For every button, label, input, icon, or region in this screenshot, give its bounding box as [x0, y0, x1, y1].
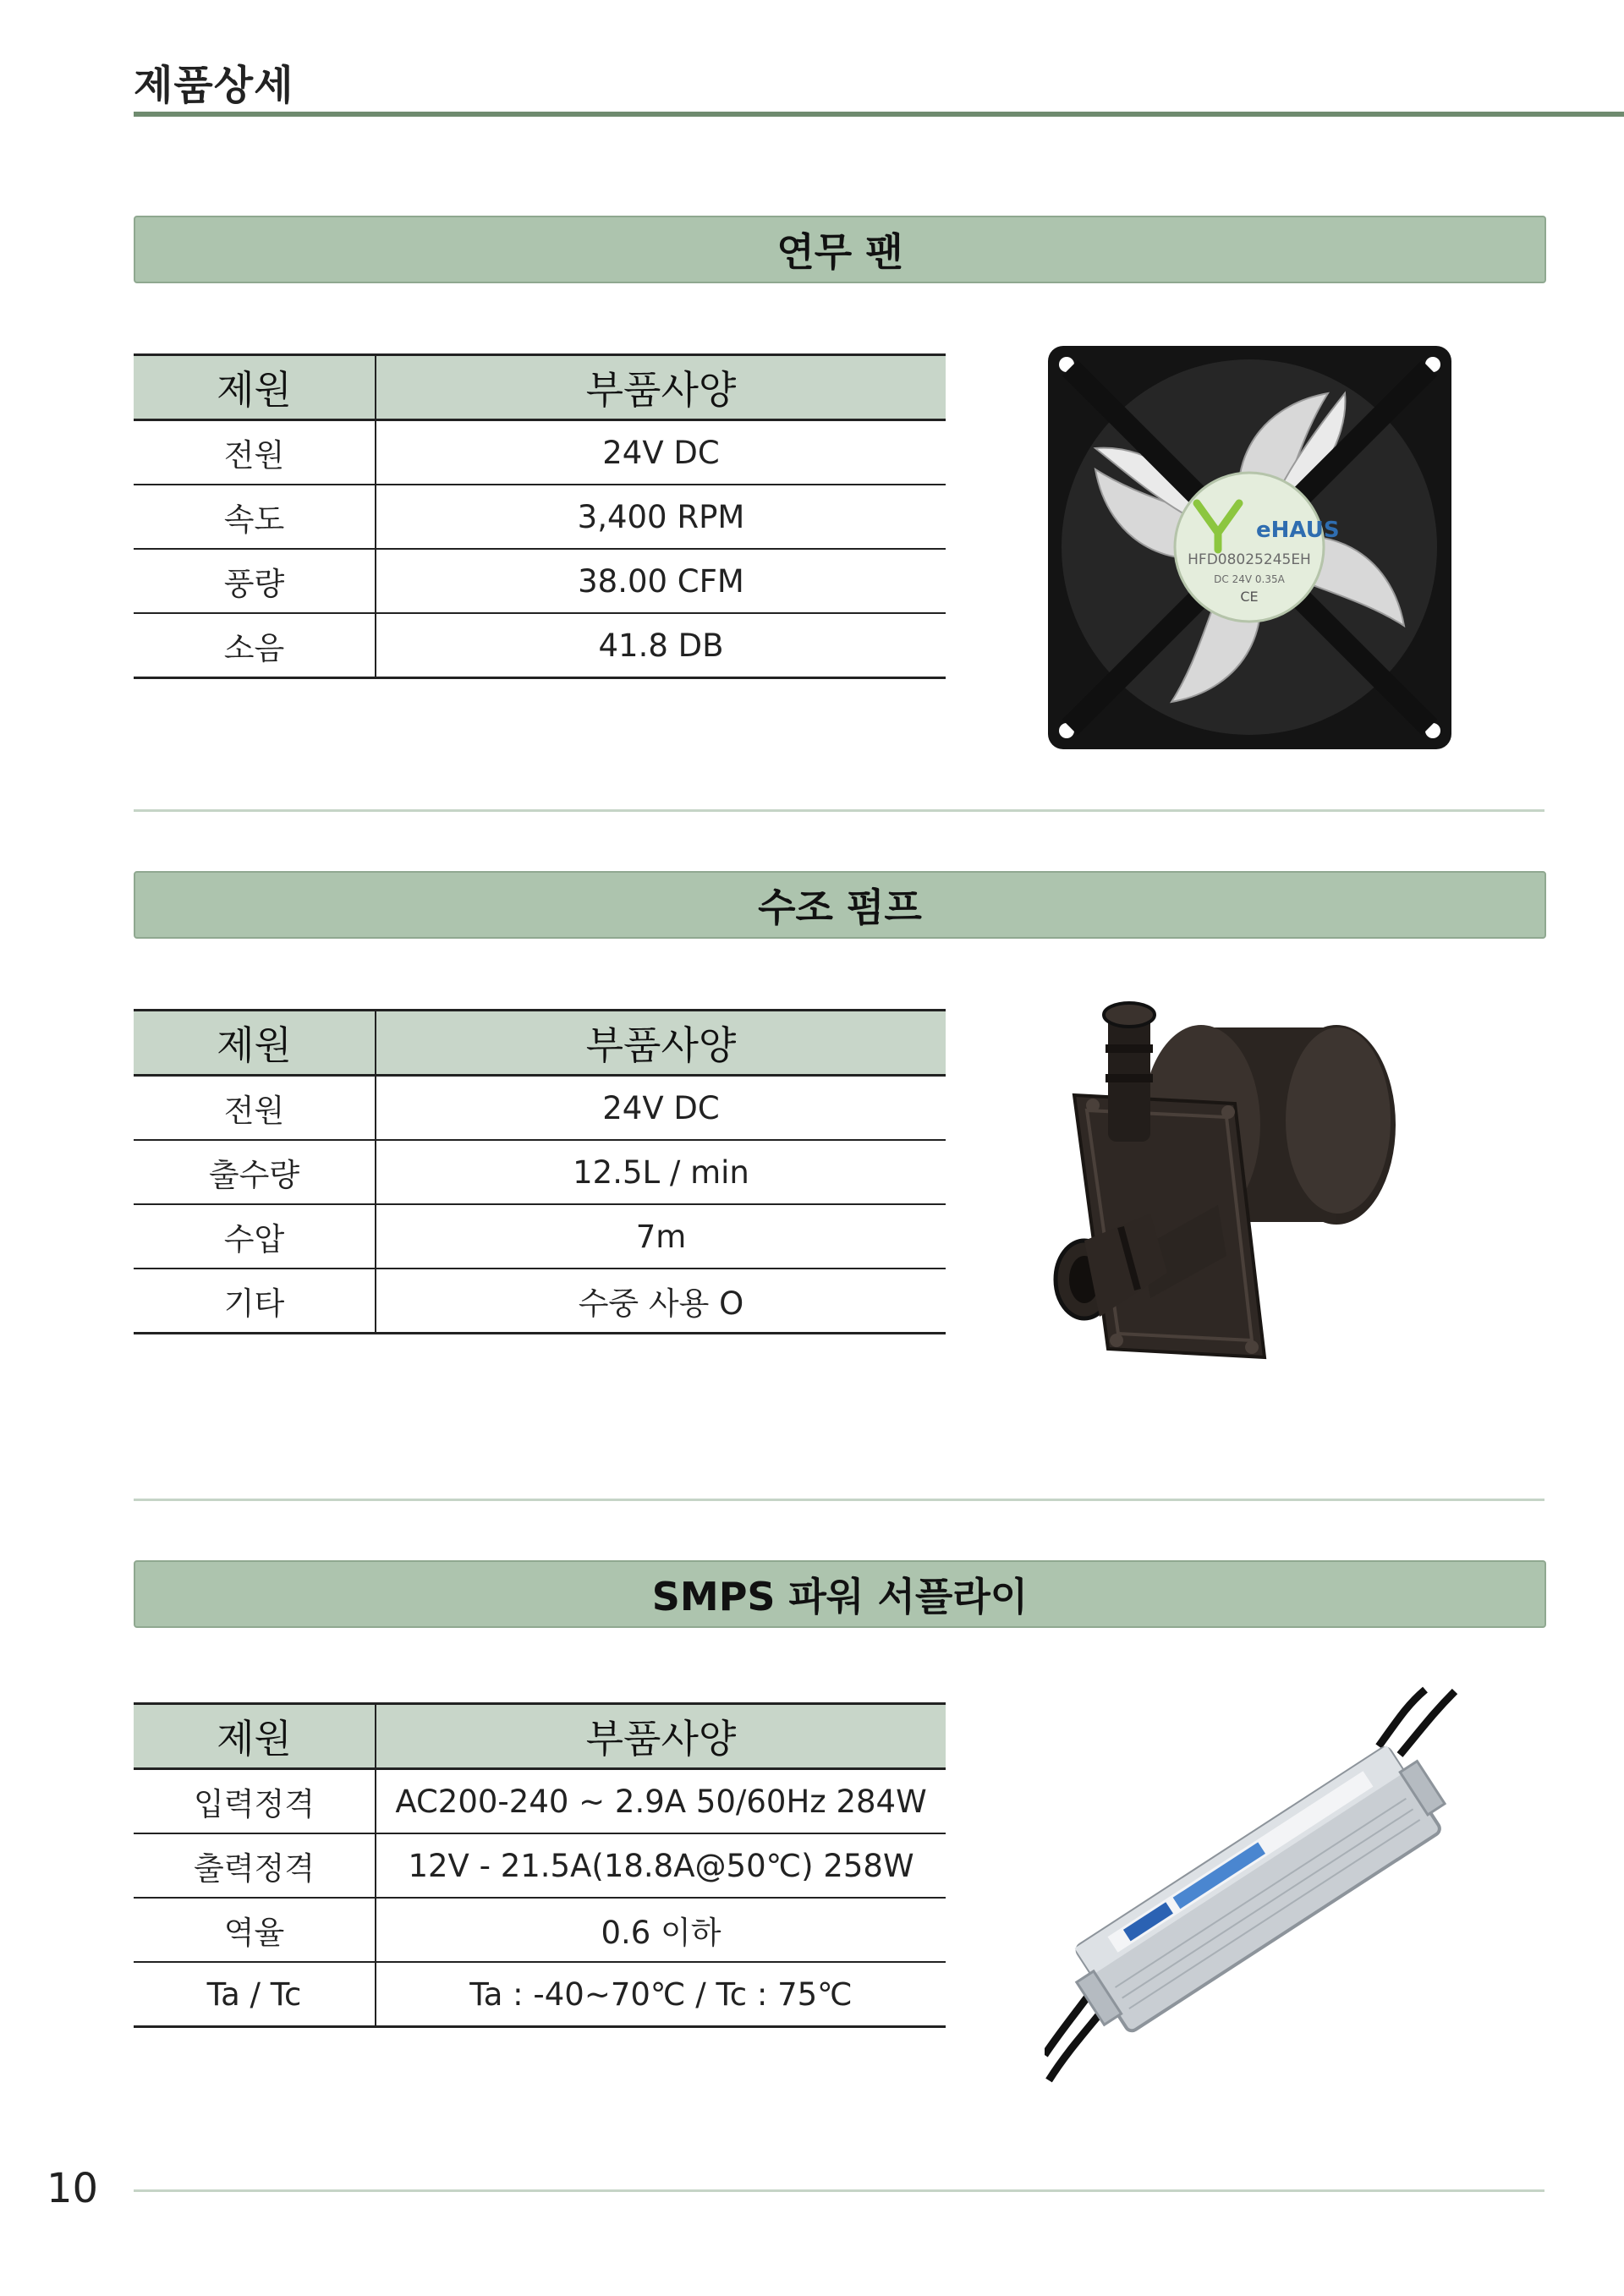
fan-label-model: HFD08025245EH [1188, 551, 1311, 568]
spec-label: 수압 [134, 1204, 376, 1269]
spec-value: 3,400 RPM [376, 485, 946, 549]
page-number: 10 [47, 2165, 99, 2212]
spec-label: Ta / Tc [134, 1962, 376, 2027]
spec-table-pump [134, 1009, 946, 1334]
spec-label: 출수량 [134, 1140, 376, 1204]
spec-label: 역율 [134, 1898, 376, 1962]
spec-value: 24V DC [376, 420, 946, 485]
footer-rule [134, 2189, 1544, 2192]
spec-label: 소음 [134, 613, 376, 678]
table-header-row [134, 1704, 946, 1769]
table-row [134, 420, 946, 485]
spec-label: 전원 [134, 1076, 376, 1141]
spec-value: 12V - 21.5A(18.8A@50℃) 258W [376, 1833, 946, 1898]
spec-table-fan [134, 353, 946, 679]
header-detail: 부품사양 [376, 355, 946, 420]
spec-label: 전원 [134, 420, 376, 485]
section-divider [134, 809, 1544, 812]
spec-value: 수중 사용 O [376, 1269, 946, 1334]
page-title: 제품상세 [134, 62, 294, 109]
table-header-row [134, 1011, 946, 1076]
header-spec: 제원 [134, 1704, 376, 1769]
table-row [134, 1833, 946, 1898]
fan-image [1045, 342, 1455, 753]
spec-label: 출력정격 [134, 1833, 376, 1898]
spec-label: 입력정격 [134, 1769, 376, 1834]
header-spec: 제원 [134, 355, 376, 420]
table-row [134, 1962, 946, 2027]
smps-image [1045, 1683, 1468, 2089]
fan-label-mark: CE [1240, 589, 1259, 605]
spec-value: 41.8 DB [376, 613, 946, 678]
table-row [134, 1204, 946, 1269]
spec-label: 기타 [134, 1269, 376, 1334]
spec-table-smps [134, 1702, 946, 2028]
table-header-row [134, 355, 946, 420]
section-banner-smps: SMPS 파워 서플라이 [134, 1560, 1546, 1628]
header-detail: 부품사양 [376, 1011, 946, 1076]
spec-value: 38.00 CFM [376, 549, 946, 613]
spec-label: 속도 [134, 485, 376, 549]
table-row [134, 1076, 946, 1141]
header-detail: 부품사양 [376, 1704, 946, 1769]
header-spec: 제원 [134, 1011, 376, 1076]
spec-value: 24V DC [376, 1076, 946, 1141]
table-row [134, 1769, 946, 1834]
table-row [134, 1898, 946, 1962]
spec-value: 12.5L / min [376, 1140, 946, 1204]
spec-value: Ta : -40~70℃ / Tc : 75℃ [376, 1962, 946, 2027]
section-divider [134, 1499, 1544, 1501]
table-row [134, 613, 946, 678]
fan-label-brand: eHAUS [1256, 518, 1340, 543]
section-banner-pump: 수조 펌프 [134, 871, 1546, 939]
table-row [134, 549, 946, 613]
table-row [134, 1140, 946, 1204]
section-banner-fan: 연무 팬 [134, 216, 1546, 283]
pump-image [1040, 994, 1463, 1417]
title-rule [134, 112, 1624, 117]
spec-label: 풍량 [134, 549, 376, 613]
spec-value: AC200-240 ~ 2.9A 50/60Hz 284W [376, 1769, 946, 1834]
spec-value: 7m [376, 1204, 946, 1269]
table-row [134, 1269, 946, 1334]
fan-label-rating: DC 24V 0.35A [1214, 573, 1285, 585]
spec-value: 0.6 이하 [376, 1898, 946, 1962]
table-row [134, 485, 946, 549]
